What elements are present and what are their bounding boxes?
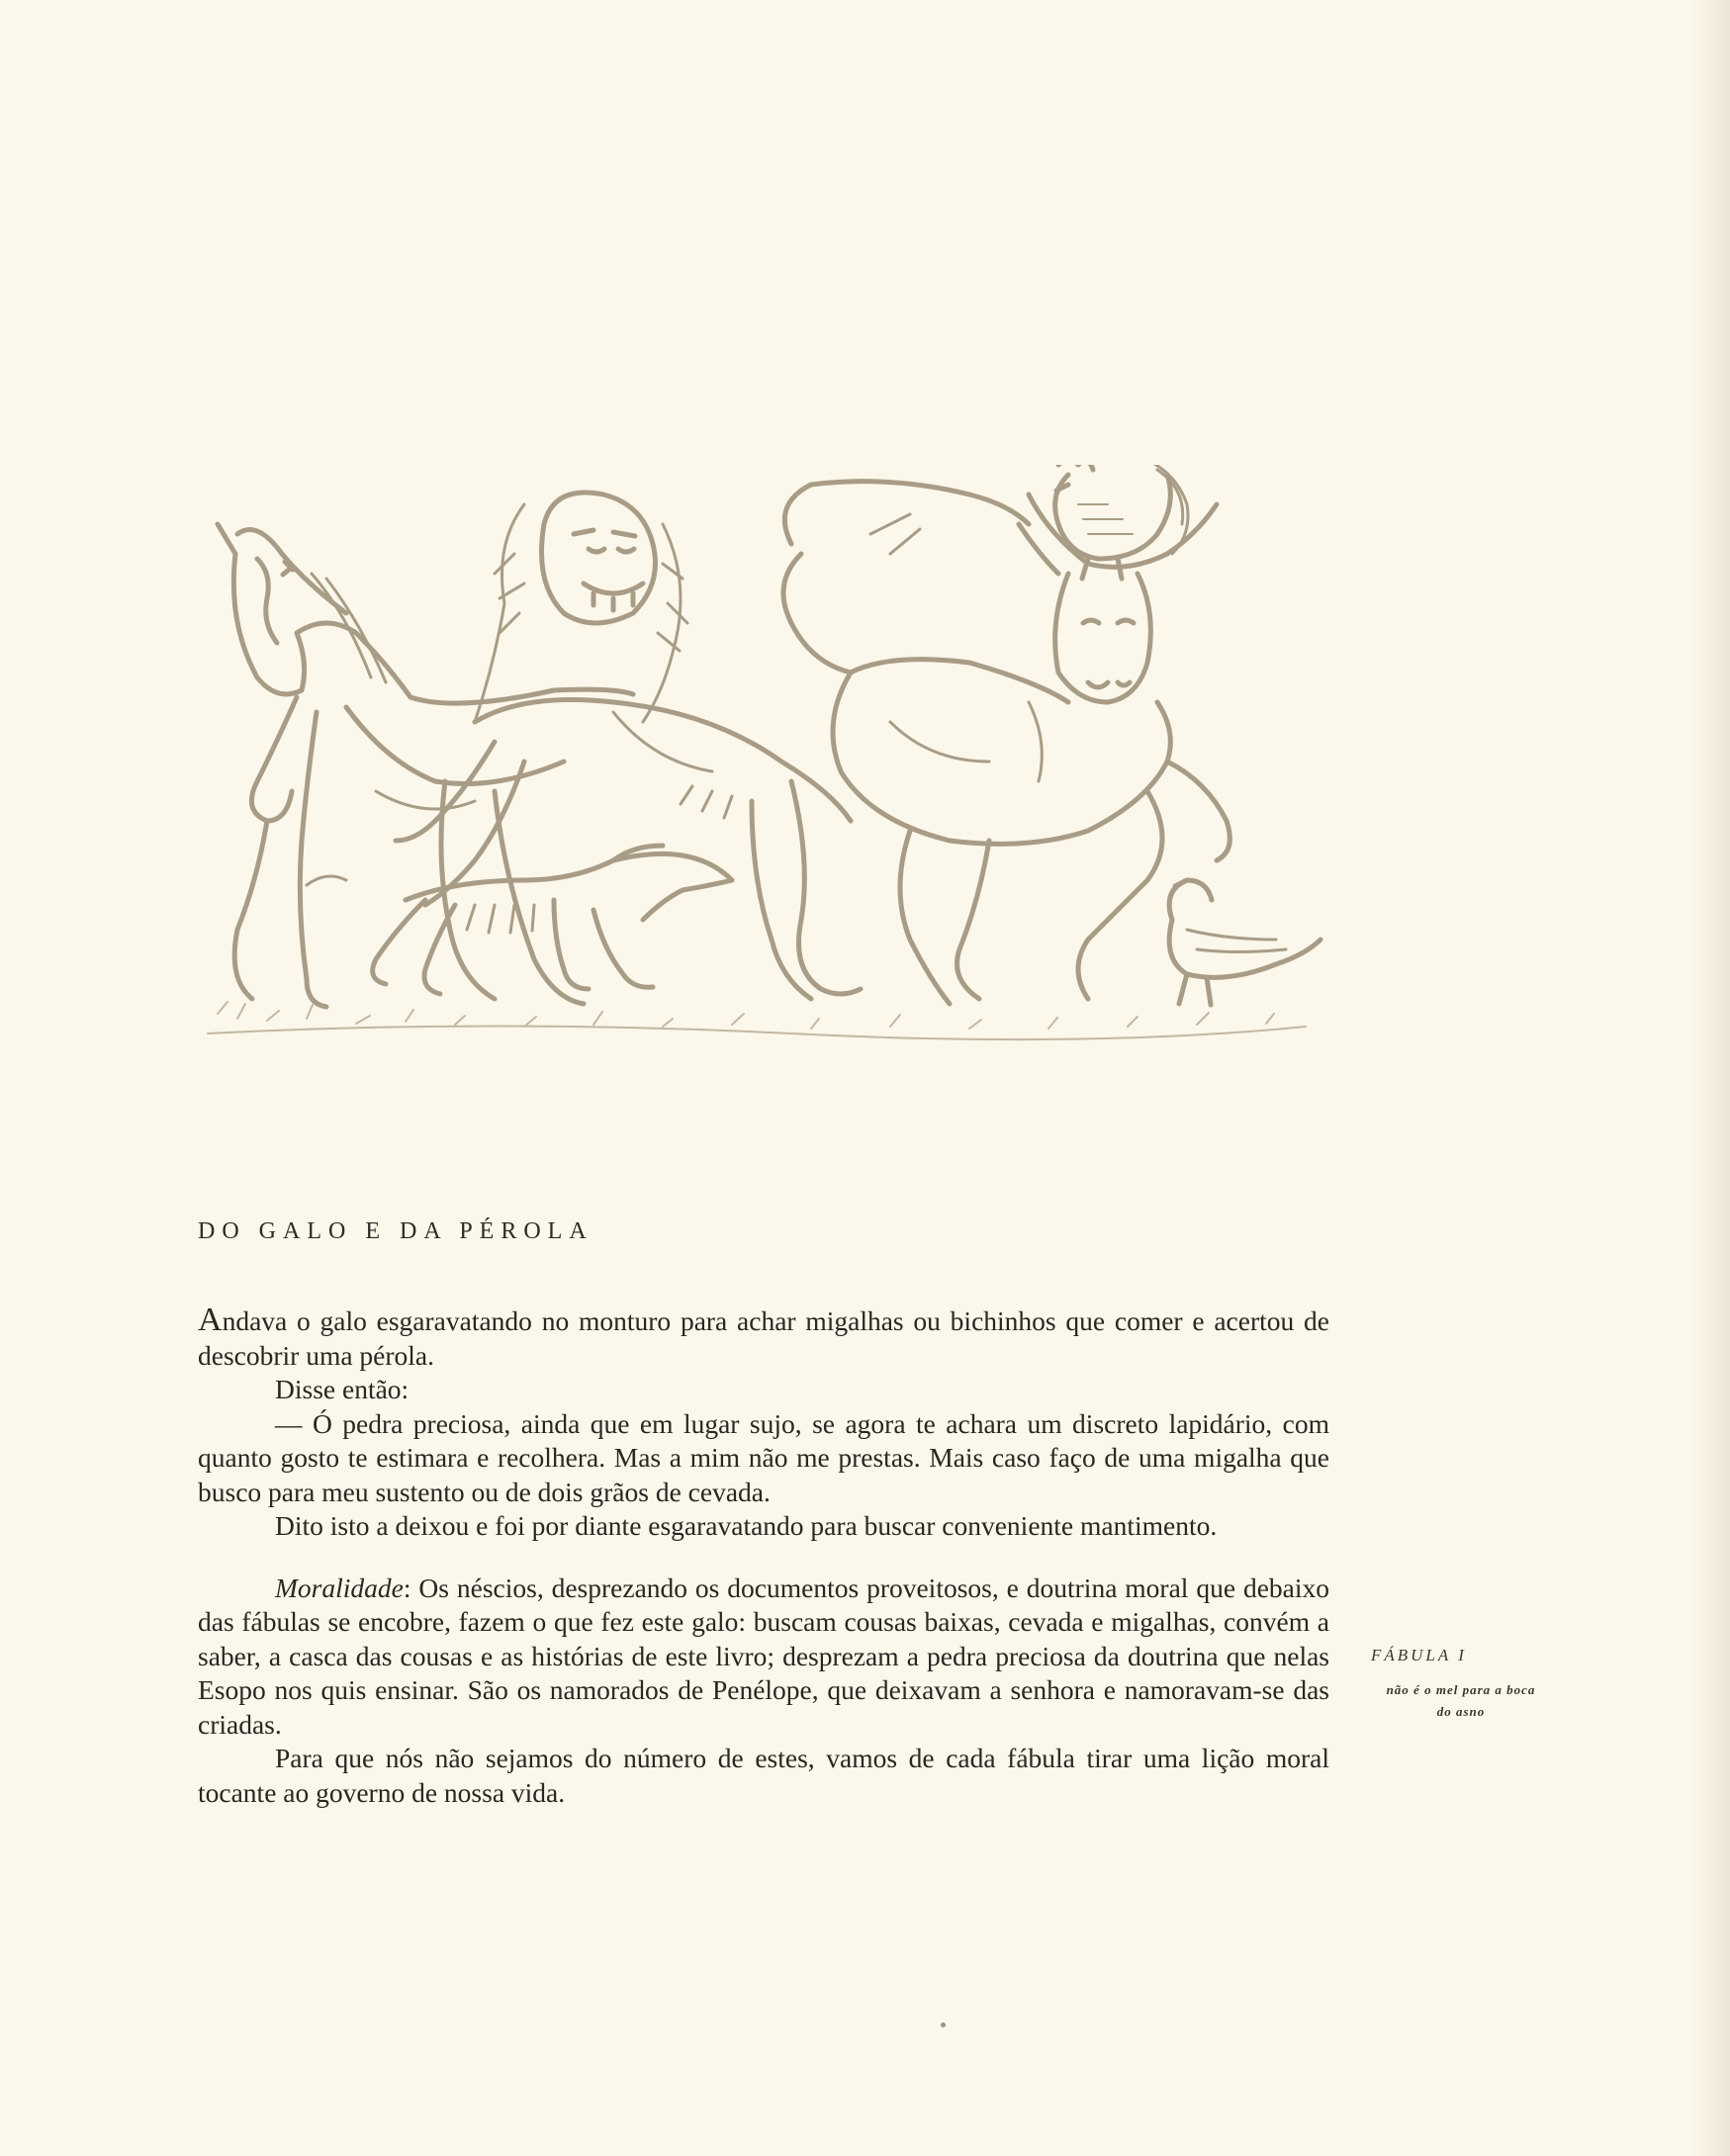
- margin-gloss: não é o mel para a boca do asno: [1386, 1682, 1536, 1719]
- margin-note: [1371, 1646, 1569, 1723]
- paragraph-4: Dito isto a deixou e foi por diante esgaravatando para buscar conveniente mantimento.: [275, 1510, 1218, 1541]
- moral-text: Os néscios, desprezando os documentos proveitosos, e doutrina moral que debaixo das fábulas se encobre, fazem o que fez este galo: buscam cousas baixas, cevada e migalhas, convém a saber, a casca das cousas e as histórias de este livro; desprezam a pedra preciosa da doutrina que nelas Esopo nos quis ensinar. São os namorados de Penélope, que deixavam a senhora e namoravam-se das criadas.: [198, 1572, 1329, 1740]
- fable-text: [198, 1303, 1329, 1810]
- page-edge-shadow: [1690, 0, 1730, 2156]
- paragraph-2: Disse então:: [275, 1374, 410, 1404]
- paragraph-3: — Ó pedra preciosa, ainda que em lugar sujo, se agora te achara um discreto lapidário, com quanto gosto te estimara e recolhera. Mas a mim não me prestas. Mais caso faço de uma migalha que busco para meu sustento ou de dois grãos de cevada.: [198, 1407, 1329, 1507]
- ground-texture: [208, 1002, 1306, 1039]
- animals-drawing: [198, 465, 1325, 1058]
- fable-title: DO GALO E DA PÉROLA: [198, 1218, 593, 1244]
- animals-illustration: [198, 465, 1325, 1058]
- ink-speck: [941, 2022, 946, 2027]
- paragraph-1: Andava o galo esgaravatando no monturo para achar migalhas ou bichinhos que comer e acertou de descobrir uma pérola.: [198, 1302, 1329, 1371]
- rooster-drawing: [1055, 465, 1188, 579]
- bull-drawing: [783, 482, 1229, 1004]
- closing-paragraph: Para que nós não sejamos do número de estes, vamos de cada fábula tirar uma lição moral tocante ao governo de nossa vida.: [198, 1743, 1329, 1808]
- bird-drawing: [1169, 880, 1320, 1005]
- moral-label: Moralidade: [275, 1572, 404, 1603]
- paragraph-gap: [198, 1544, 1329, 1572]
- fable-number: FÁBULA I: [1371, 1646, 1467, 1664]
- horse-drawing: [218, 524, 633, 1007]
- moral-paragraph: Moralidade: Os néscios, desprezando os documentos proveitosos, e doutrina moral que debaixo das fábulas se encobre, fazem o que fez este galo: buscam cousas baixas, cevada e migalhas, convém a saber, a casca das cousas e as histórias de este livro; desprezam a pedra preciosa da doutrina que nelas Esopo nos quis ensinar. São os namorados de Penélope, que deixavam a senhora e namoravam-se das criadas.: [198, 1572, 1329, 1740]
